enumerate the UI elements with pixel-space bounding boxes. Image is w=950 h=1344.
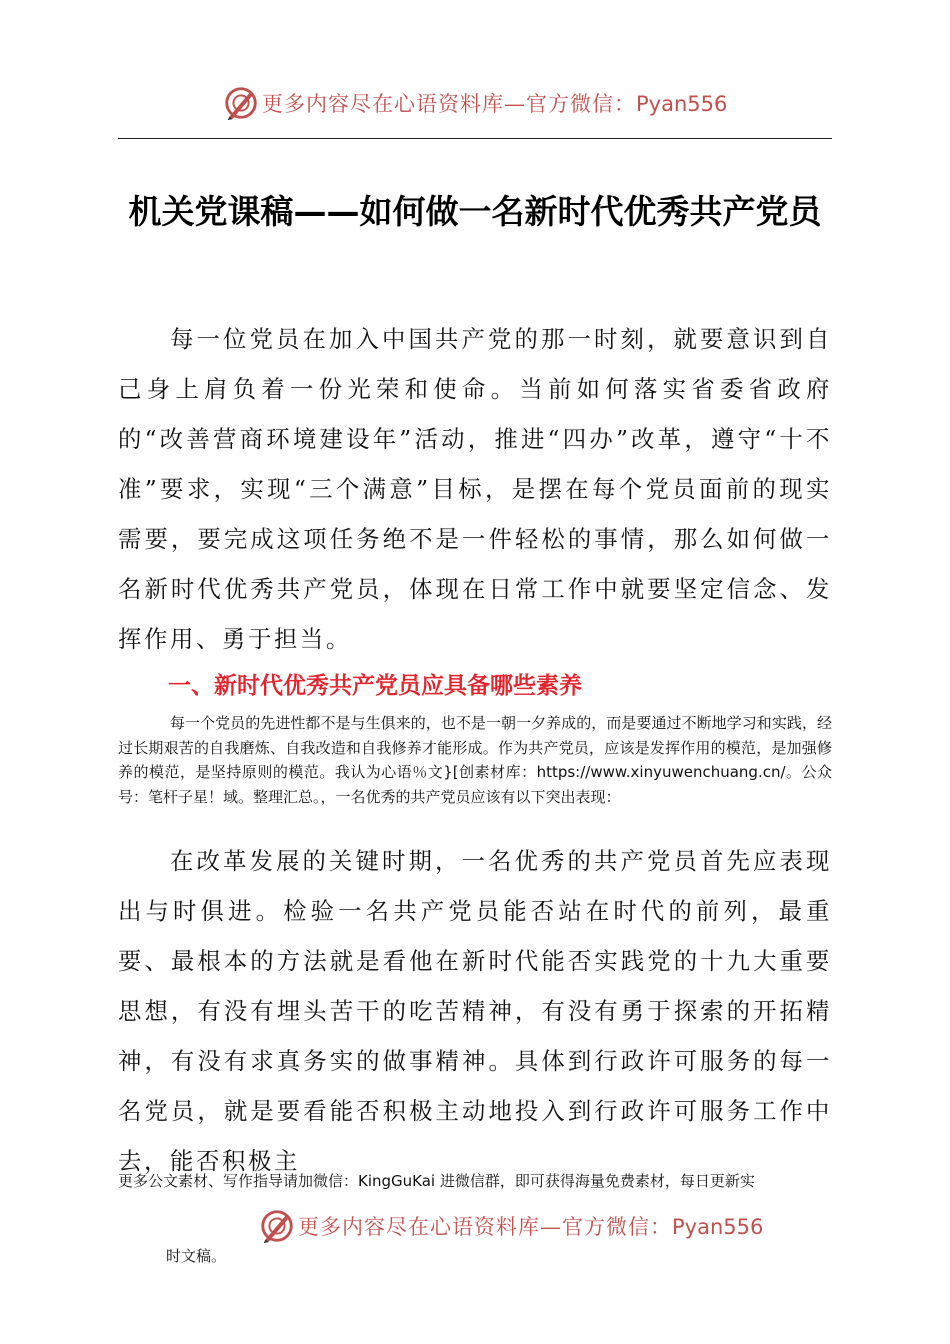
watermark-text: 更多内容尽在心语资料库—官方微信：Pyan556	[298, 1215, 764, 1239]
paragraph-small: 每一个党员的先进性都不是与生俱来的，也不是一朝一夕养成的，而是要通过不断地学习和实践，经过长期艰苦的自我磨炼、自我改造和自我修养才能形成。作为共产党员，应该是发挥作用的模范，是加强修养的模范，是坚持原则的模范。我认为心语％文}[创素材库：https://www.xinyuwenchuang.cn/。公众号：笔杆子星！域。整理汇总。，一名优秀的共产党员应该有以下突出表现：	[118, 714, 832, 806]
paragraph-intro: 每一位党员在加入中国共产党的那一时刻，就要意识到自己身上肩负着一份光荣和使命。当前如何落实省委省政府的“改善营商环境建设年”活动，推进“四办”改革，遵守“十不准”要求，实现“三个满意”目标，是摆在每个党员面前的现实需要，要完成这项任务绝不是一件轻松的事情，那么如何做一名新时代优秀共产党员，体现在日常工作中就要坚定信念、发挥作用、勇于担当。	[118, 325, 832, 653]
header-divider	[118, 138, 832, 139]
pen-logo-icon	[258, 1207, 296, 1245]
footer-line-1: 更多公文素材、写作指导请加微信：KingGuKai 进微信群，即可获得海量免费素材，每日更新实	[118, 1172, 755, 1190]
footer-line-2: 时文稿。	[166, 1247, 227, 1265]
pen-logo-icon	[222, 84, 260, 122]
paragraph-body: 在改革发展的关键时期，一名优秀的共产党员首先应表现出与时俱进。检验一名共产党员能否站在时代的前列，最重要、最根本的方法就是看他在新时代能否实践党的十九大重要思想，有没有埋头苦干的吃苦精神，有没有勇于探索的开拓精神，有没有求真务实的做事精神。具体到行政许可服务的每一名党员，就是要看能否积极主动地投入到行政许可服务工作中去，能否积极主	[118, 847, 832, 1175]
watermark-text: 更多内容尽在心语资料库—官方微信：Pyan556	[262, 92, 728, 116]
section-heading-1: 一、新时代优秀共产党员应具备哪些素养	[168, 673, 582, 699]
footer-watermark	[0, 1203, 950, 1249]
document-title: 机关党课稿——如何做一名新时代优秀共产党员	[128, 192, 822, 231]
header-watermark	[0, 80, 950, 130]
watermark-account: Pyan556	[636, 92, 728, 116]
watermark-account: Pyan556	[672, 1215, 764, 1239]
